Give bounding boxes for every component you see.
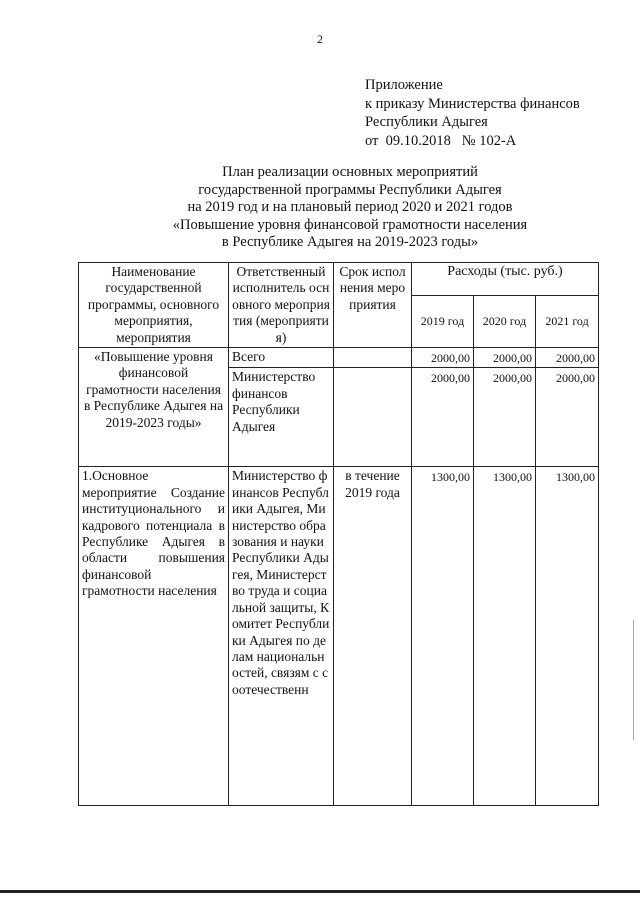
value-2021-cell: 2000,00 xyxy=(536,368,599,467)
table-header-row xyxy=(79,263,599,296)
value-2021-cell: 2000,00 xyxy=(536,348,599,368)
plan-table xyxy=(78,262,599,806)
appendix-line-2: к приказу Министерства финансов xyxy=(365,95,580,112)
executor-cell: Всего xyxy=(229,348,334,368)
title-line-4: «Повышение уровня финансовой грамотности населения xyxy=(172,216,528,233)
appendix-block xyxy=(365,76,580,150)
executor-cell: Министерство финансов Республики Адыгея xyxy=(229,368,334,467)
header-name: Наименование государственной программы, основного мероприятия, мероприятия xyxy=(79,263,229,348)
header-year-2019: 2019 год xyxy=(412,296,474,348)
value-2021-cell: 1300,00 xyxy=(536,467,599,806)
table-row xyxy=(79,348,599,368)
scan-bottom-edge xyxy=(0,890,640,893)
page-number: 2 xyxy=(317,32,323,46)
scan-edge-mark xyxy=(633,620,634,740)
value-2019-cell: 1300,00 xyxy=(412,467,474,806)
title-line-1: План реализации основных мероприятий xyxy=(222,164,478,180)
appendix-line-4: от 09.10.2018 № 102-А xyxy=(365,132,517,149)
term-cell xyxy=(334,368,412,467)
program-name-cell: «Повышение уровня финансовой грамотности населения в Республике Адыгея на 2019-2023 годы» xyxy=(79,348,229,467)
header-executor: Ответственный исполнитель основного мероприятия (мероприятия) xyxy=(229,263,334,348)
term-cell: в течение 2019 года xyxy=(334,467,412,806)
header-term: Срок исполнения мероприятия xyxy=(334,263,412,348)
executor-cell: Министерство финансов Республики Адыгея, Министерство образования и науки Республики Адыгея, Министерство труда и социальной защиты, Комитет Республики Адыгея по делам национальностей, связям с соотечественн xyxy=(229,467,334,806)
header-year-2020: 2020 год xyxy=(474,296,536,348)
title-line-2: государственной программы Республики Адыгея xyxy=(198,181,502,198)
title-line-3: на 2019 год и на плановый период 2020 и 2021 годов xyxy=(187,199,513,215)
table-row xyxy=(79,467,599,806)
header-expenses: Расходы (тыс. руб.) xyxy=(412,263,599,296)
title-line-5: в Республике Адыгея на 2019-2023 годы» xyxy=(221,234,479,250)
value-2019-cell: 2000,00 xyxy=(412,348,474,368)
value-2019-cell: 2000,00 xyxy=(412,368,474,467)
term-cell xyxy=(334,348,412,368)
appendix-line-1: Приложение xyxy=(365,77,443,93)
value-2020-cell: 1300,00 xyxy=(474,467,536,806)
value-2020-cell: 2000,00 xyxy=(474,368,536,467)
measure-name-cell: 1.Основное мероприятие Создание институционального и кадрового потенциала в Республике Адыгея в области повышения финансовой грамотности населения xyxy=(79,467,229,806)
appendix-line-3: Республики Адыгея xyxy=(365,114,488,130)
value-2020-cell: 2000,00 xyxy=(474,348,536,368)
document-title xyxy=(60,164,640,252)
header-year-2021: 2021 год xyxy=(536,296,599,348)
